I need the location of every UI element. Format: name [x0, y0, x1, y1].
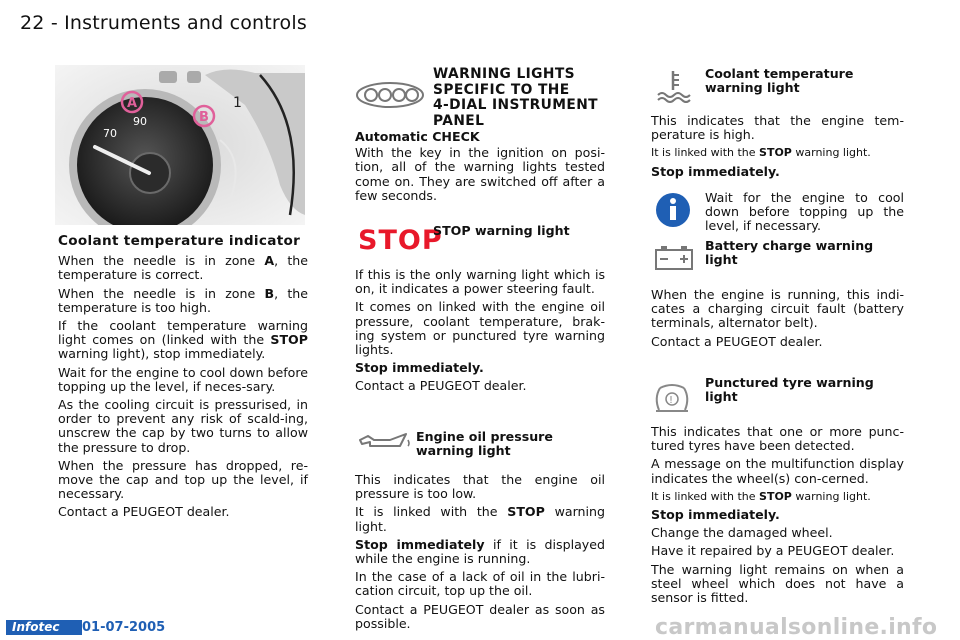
paragraph: When the needle is in zone B, the temperature is too high.: [58, 285, 308, 315]
gauge-mark-1: 1: [233, 95, 242, 111]
zone-a-label: A: [127, 96, 138, 111]
gauge-mark-70: 70: [103, 127, 117, 140]
paragraph: Wait for the engine to cool down before topping up the level, if neces-sary.: [58, 364, 308, 394]
watermark: carmanualsonline.info: [655, 615, 938, 640]
paragraph: When the engine is running, this indi-cates a charging circuit fault (battery terminals, alternator belt).: [651, 287, 904, 331]
paragraph: It is linked with the STOP warning light.: [651, 146, 871, 160]
tyre-warning-section: [651, 425, 904, 609]
battery-warning-heading: Battery charge warning light: [705, 238, 874, 267]
punctured-tyre-icon: [652, 380, 692, 416]
gauge-mark-90: 90: [133, 115, 147, 128]
paragraph: Contact a PEUGEOT dealer.: [355, 378, 527, 394]
paragraph: Stop immediately.: [355, 360, 484, 376]
paragraph: Wait for the engine to cool down before topping up the level, if necessary.: [705, 190, 904, 234]
paragraph: If this is the only warning light which is on, it indicates a power steering fault.: [355, 267, 605, 297]
coolant-temperature-icon: [655, 68, 691, 104]
paragraph: Stop immediately.: [651, 163, 780, 179]
stop-icon: STOP: [358, 225, 443, 256]
paragraph: Stop immediately.: [651, 507, 780, 523]
battery-icon: [654, 245, 694, 271]
paragraph: This indicates that the engine oil pressure is too low.: [355, 472, 605, 502]
paragraph: Contact a PEUGEOT dealer.: [651, 333, 823, 349]
section-heading: Coolant temperature indicator: [58, 233, 301, 249]
info-icon: [655, 192, 691, 228]
paragraph: A message on the multifunction display indicates the wheel(s) con-cerned.: [651, 456, 904, 486]
page-title: 22 - Instruments and controls: [20, 12, 307, 34]
oil-pressure-heading: Engine oil pressure warning light: [416, 429, 553, 458]
paragraph: The warning light remains on when a steel wheel which does not have a sensor is fitted.: [651, 561, 904, 606]
svg-text:!: !: [669, 395, 674, 406]
paragraph: With the key in the ignition on posi-tion, all of the warning lights tested come on. They are switched off after a few seconds.: [355, 145, 605, 203]
paragraph: It comes on linked with the engine oil pressure, coolant temperature, brak-ing system or punctured tyre warning lights.: [355, 299, 605, 358]
coolant-indicator-section: [58, 234, 308, 524]
paragraph: It is linked with the STOP warning light.: [355, 504, 606, 534]
instrument-panel-icon: [355, 80, 425, 110]
zone-b-label: B: [199, 110, 209, 125]
stop-warning-heading: STOP warning light: [433, 223, 570, 238]
stop-warning-section: [355, 268, 605, 398]
paragraph: Have it repaired by a PEUGEOT dealer.: [651, 543, 895, 559]
coolant-gauge-photo: [55, 65, 305, 225]
warning-lights-heading: WARNING LIGHTS SPECIFIC TO THE 4-DIAL INSTRUMENT PANEL: [433, 66, 598, 129]
paragraph: As the cooling circuit is pressurised, in order to prevent any risk of scald-ing, unscrew the cap by two turns to allow the pressure to drop.: [58, 397, 308, 455]
paragraph: Stop immediately if it is displayed while the engine is running.: [355, 536, 606, 567]
paragraph: Change the damaged wheel.: [651, 525, 833, 541]
paragraph: Contact a PEUGEOT dealer.: [58, 504, 230, 520]
oil-pressure-section: [355, 473, 605, 635]
publication-date: 01-07-2005: [82, 620, 166, 635]
paragraph: When the pressure has dropped, re-move the cap and top up the level, if necessary.: [58, 457, 308, 502]
paragraph: This indicates that the engine tem-perature is high.: [651, 113, 904, 143]
automatic-check-section: [355, 130, 605, 207]
paragraph: In the case of a lack of oil in the lubri-cation circuit, top up the oil.: [355, 569, 605, 599]
tyre-warning-heading: Punctured tyre warning light: [705, 375, 874, 404]
info-note: [705, 191, 904, 238]
paragraph: If the coolant temperature warning light comes on (linked with the STOP warning light), stop immediately.: [58, 318, 308, 362]
paragraph: It is linked with the STOP warning light.: [651, 489, 871, 503]
paragraph: Contact a PEUGEOT dealer as soon as possible.: [355, 601, 605, 631]
battery-warning-section: [651, 288, 904, 353]
infotec-logo: Infotec: [6, 620, 82, 635]
oil-can-icon: [356, 430, 412, 452]
paragraph: This indicates that one or more punc-tured tyres have been detected.: [651, 424, 904, 454]
subheading: Automatic CHECK: [355, 129, 480, 144]
coolant-warning-heading: Coolant temperature warning light: [705, 66, 854, 95]
coolant-warning-section: [651, 114, 904, 183]
paragraph: When the needle is in zone A, the temperature is correct.: [58, 253, 308, 283]
